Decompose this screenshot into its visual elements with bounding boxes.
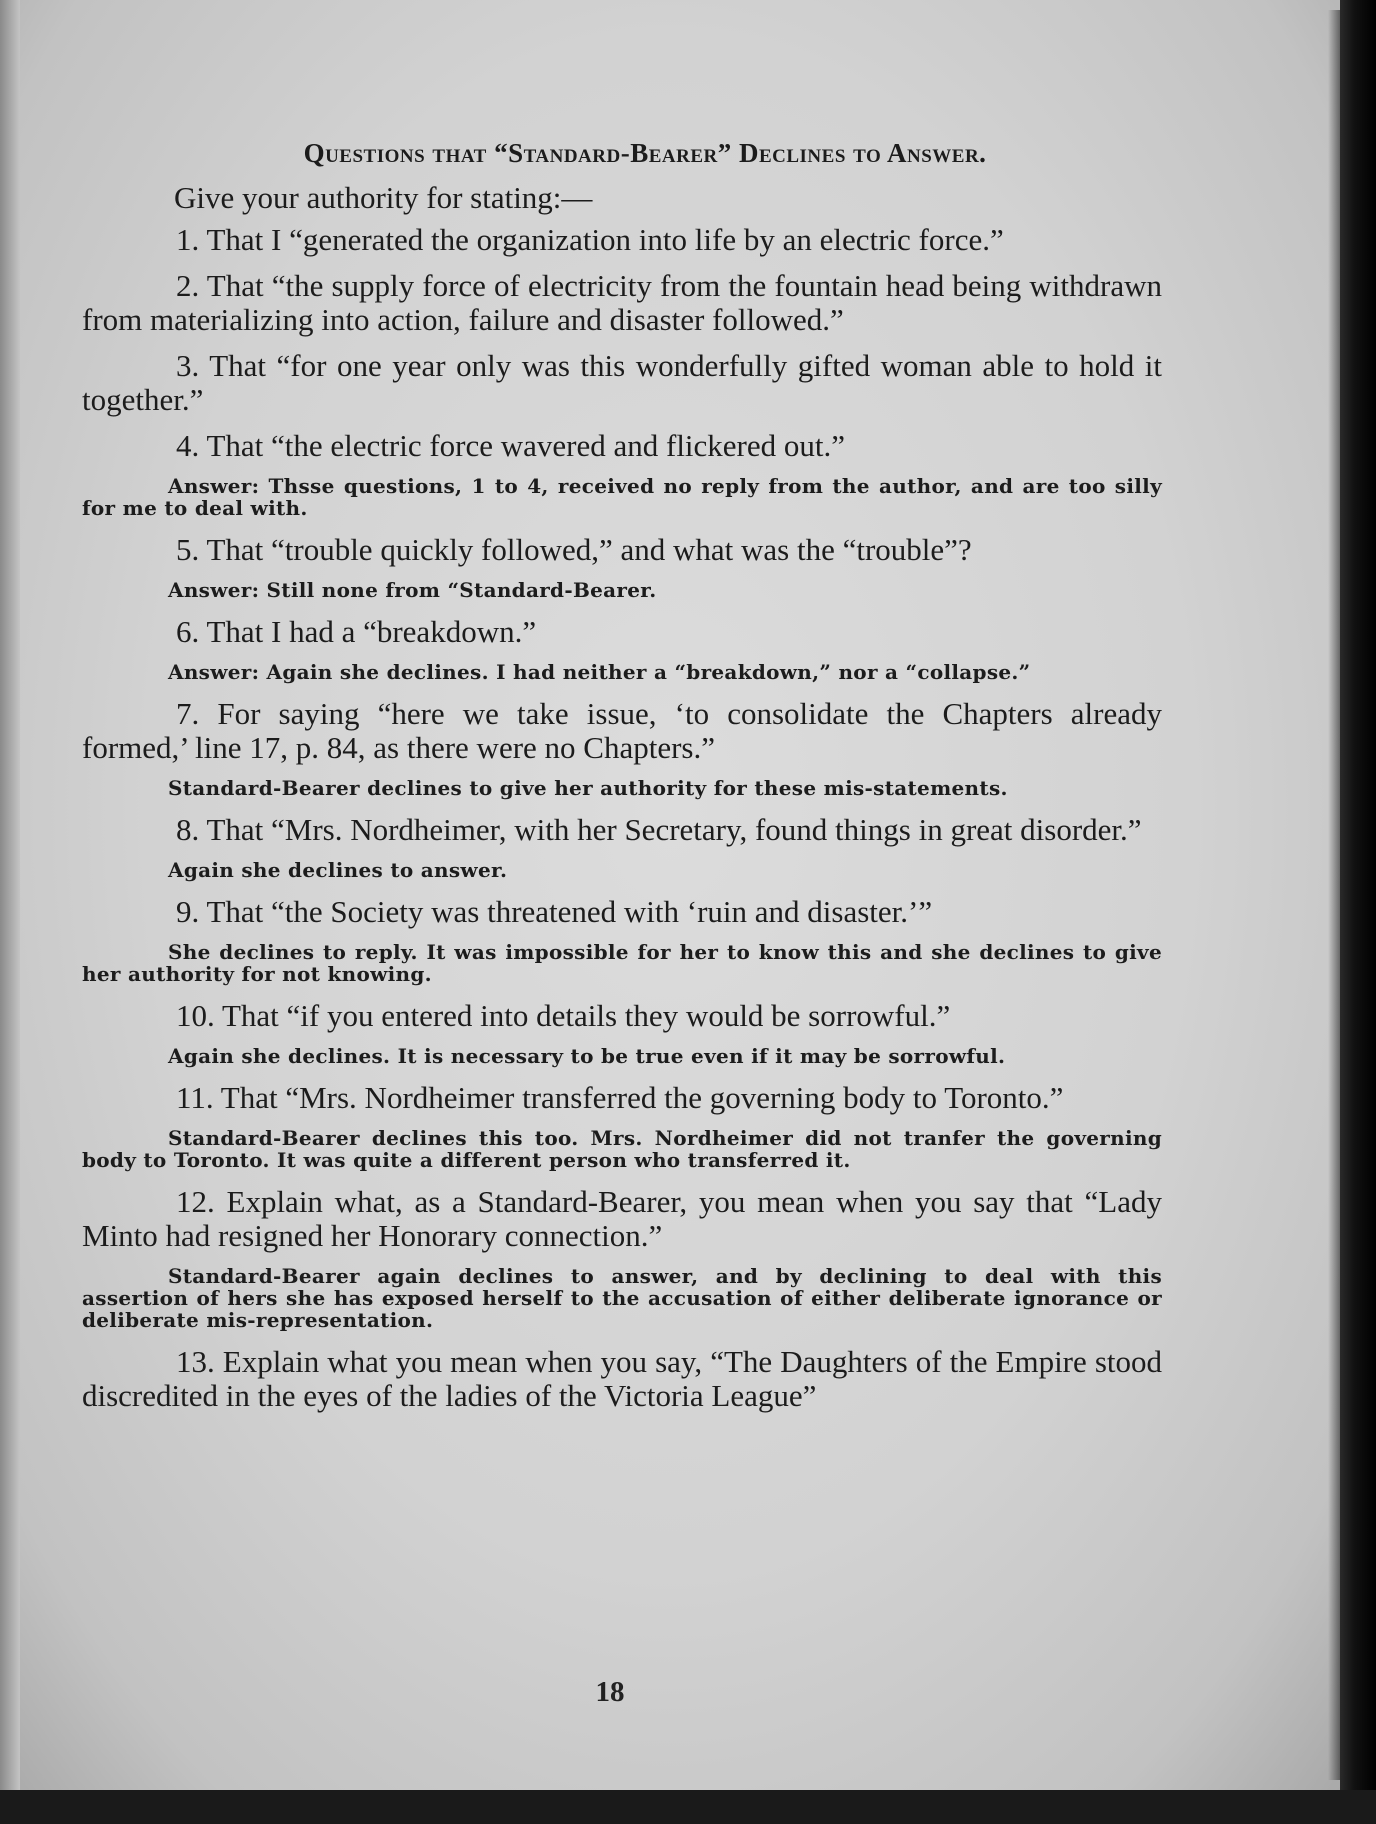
question-2: 2. That “the supply force of electricity from the fountain head being withdrawn from materializing into action, failure and disaster followed.” <box>82 268 1162 337</box>
intro-line: Give your authority for stating:— <box>174 180 593 215</box>
answer-10: Again she declines. It is necessary to be true even if it may be sorrowful. <box>168 1044 1006 1068</box>
question-3: 3. That “for one year only was this wonderfully gifted woman able to hold it together.” <box>82 348 1162 417</box>
question-6: 6. That I had a “breakdown.” <box>176 614 537 649</box>
page-binding-edge <box>0 0 20 1790</box>
question-9: 9. That “the Society was threatened with ‘ruin and disaster.’” <box>176 894 933 929</box>
answer-9: She declines to reply. It was impossible for her to know this and she declines to give her authority for not knowing. <box>82 940 1162 986</box>
scan-bottom-border <box>0 1790 1376 1824</box>
question-10: 10. That “if you entered into details they would be sorrowful.” <box>176 998 951 1033</box>
answer-1-4: Answer: Thsse questions, 1 to 4, received no reply from the author, and are too silly for me to deal with. <box>82 474 1162 520</box>
page-heading: Questions that “Standard-Bearer” Declines to Answer. <box>303 138 987 168</box>
page-edge-shadow <box>1328 10 1340 1780</box>
answer-12: Standard-Bearer again declines to answer, and by declining to deal with this assertion of hers she has exposed herself to the accusation of either deliberate ignorance or deliberate mis-representation. <box>82 1264 1162 1332</box>
answer-11: Standard-Bearer declines this too. Mrs. Nordheimer did not tranfer the governing body to Toronto. It was quite a different person who transferred it. <box>82 1126 1162 1172</box>
answer-8: Again she declines to answer. <box>168 858 508 882</box>
question-1: 1. That I “generated the organization into life by an electric force.” <box>176 222 1004 257</box>
facing-page-edge <box>1340 0 1376 1824</box>
answer-5: Answer: Still none from “Standard-Bearer. <box>168 578 657 602</box>
answer-6: Answer: Again she declines. I had neither a “breakdown,” nor a “collapse.” <box>168 660 1031 684</box>
question-11: 11. That “Mrs. Nordheimer transferred the governing body to Toronto.” <box>176 1080 1064 1115</box>
question-12: 12. Explain what, as a Standard-Bearer, you mean when you say that “Lady Minto had resigned her Honorary connection.” <box>82 1184 1162 1253</box>
question-13: 13. Explain what you mean when you say, “The Daughters of the Empire stood discredited in the eyes of the ladies of the Victoria League” <box>82 1344 1162 1413</box>
page-number: 18 <box>595 1676 625 1708</box>
answer-7: Standard-Bearer declines to give her authority for these mis-statements. <box>168 776 1008 800</box>
question-7: 7. For saying “here we take issue, ‘to consolidate the Chapters already formed,’ line 17, p. 84, as there were no Chapters.” <box>82 696 1162 765</box>
question-5: 5. That “trouble quickly followed,” and what was the “trouble”? <box>176 532 972 567</box>
question-4: 4. That “the electric force wavered and flickered out.” <box>176 428 846 463</box>
question-8: 8. That “Mrs. Nordheimer, with her Secretary, found things in great disorder.” <box>176 812 1142 847</box>
page-text-block <box>82 138 1162 1425</box>
